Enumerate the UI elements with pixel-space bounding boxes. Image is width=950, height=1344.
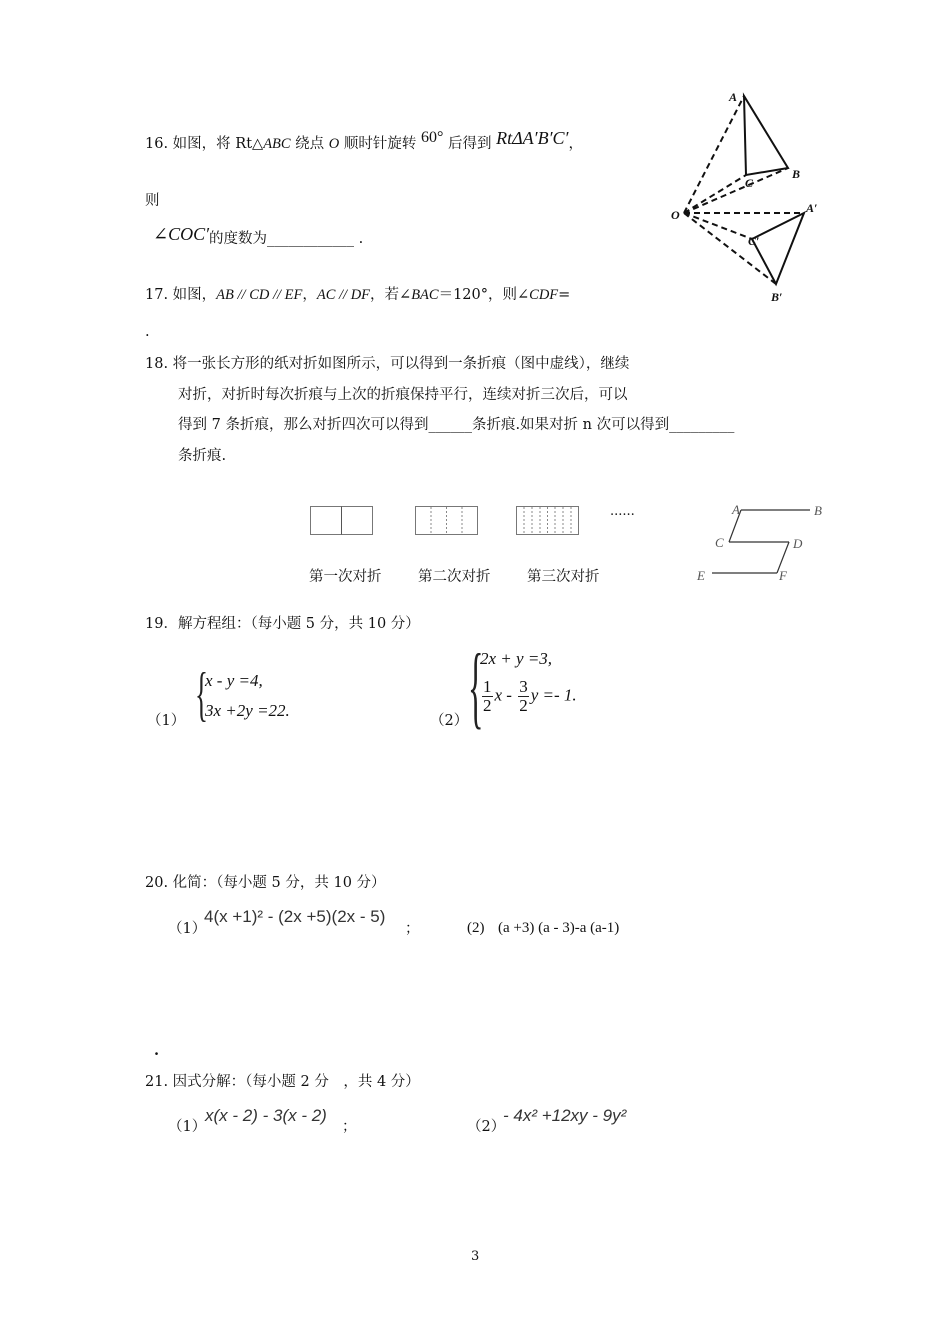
q16-deg: 60° <box>421 129 444 146</box>
q20-p1-expr: 4(x +1)² - (2x +5)(2x - 5) <box>204 907 386 926</box>
q17-cdf: CDF <box>529 287 559 303</box>
q17-bac: BAC <box>411 287 439 303</box>
label-a: A <box>729 90 738 104</box>
q17-val: ＝120°，则∠ <box>438 287 530 303</box>
q16-angle-line <box>153 224 364 248</box>
fold-label-1: 第一次对折 <box>309 569 382 585</box>
q16-o: O <box>328 136 340 152</box>
q21-title: 21. 因式分解：（每小题 2 分 ，共 4 分） <box>145 1074 420 1090</box>
triangle-abc <box>744 96 788 175</box>
q16-comma: ， <box>568 136 583 152</box>
q16-after: 后得到 <box>443 136 497 152</box>
q20-dot: . <box>154 1042 160 1059</box>
q20-title: 20. 化简：（每小题 5 分，共 10 分） <box>145 875 386 891</box>
q19-p1-eq2: 3x +2y =22. <box>205 701 290 720</box>
q19-p1-eq1: x - y =4, <box>205 671 263 690</box>
q16-abc: ABC <box>263 136 291 152</box>
q21-p1-expr: x(x - 2) - 3(x - 2) <box>205 1106 327 1125</box>
q16-rotate: 绕点 <box>290 136 329 152</box>
q17-mid: ，若∠ <box>370 287 412 303</box>
q16-then: 则 <box>145 193 160 209</box>
q17-sep: ， <box>302 287 317 303</box>
fold-label-3: 第三次对折 <box>527 569 600 585</box>
parallel-lines-figure <box>692 500 832 586</box>
q16-clockwise: 顺时针旋转 <box>339 136 421 152</box>
q18-line1: 18. 将一张长方形的纸对折如图所示，可以得到一条折痕（图中虚线），继续 <box>145 356 630 372</box>
label-e: E <box>697 568 705 583</box>
q18-line2: 对折，对折时每次折痕与上次的折痕保持平行，连续对折三次后，可以 <box>178 387 628 403</box>
q19-p2-brace: { <box>468 635 484 737</box>
q19-p2-label: （2） <box>430 713 469 729</box>
q18-line4: 条折痕. <box>178 448 227 464</box>
label-d: D <box>793 536 803 551</box>
q19-p2-frac1: $\frac{1}{2}$ <box>483 677 492 715</box>
q19-p1-brace: { <box>195 661 208 727</box>
label-c-prime: C′ <box>748 234 760 248</box>
label-a-prime: A′ <box>806 201 818 215</box>
q18-line3: 得到 7 条折痕，那么对折四次可以得到______条折痕.如果对折 n 次可以得到_________ <box>178 417 735 433</box>
q20-p2-expr: (a +3) (a - 3)-a (a-1) <box>498 920 620 936</box>
label-a: A <box>732 502 740 517</box>
q19-p2-mid: x - <box>494 685 512 705</box>
label-f: F <box>779 568 787 583</box>
q16-degree-text: 的度数为____________ . <box>209 231 364 247</box>
q16-prefix: 16. 如图，将 Rt△ <box>145 136 264 152</box>
page-number: 3 <box>471 1249 480 1264</box>
q16-angle: ∠COC′ <box>153 224 210 244</box>
label-c: C <box>715 535 724 550</box>
q17-cond2: AC // DF <box>316 287 371 303</box>
label-c: C <box>745 176 754 190</box>
label-b: B <box>814 503 822 518</box>
q19-p2-end: y =- 1. <box>530 685 577 705</box>
q20-p1-label: （1） <box>168 921 207 937</box>
label-b-prime: B′ <box>771 290 783 304</box>
q17-prefix: 17. 如图， <box>145 287 217 303</box>
q17-text <box>145 286 570 304</box>
q21-p2-expr: - 4x² +12xy - 9y² <box>503 1106 627 1125</box>
fold-label-2: 第二次对折 <box>418 569 491 585</box>
q21-p1-semicolon: ； <box>342 1119 357 1135</box>
fold-figures <box>308 504 583 538</box>
q17-cond1: AB // CD // EF <box>216 287 303 303</box>
q19-p2-eq2 <box>480 678 577 715</box>
q21-p1-label: （1） <box>168 1119 207 1135</box>
triangle-a1b1c1 <box>752 213 804 284</box>
fold-ellipsis: ...... <box>610 504 635 519</box>
label-b: B <box>792 167 801 181</box>
rotation-figure <box>665 85 835 310</box>
q19-p2-frac2: $\frac{3}{2}$ <box>519 677 528 715</box>
q17-dot: . <box>145 324 150 340</box>
q21-p2-label: （2） <box>467 1119 506 1135</box>
q17-eq: = <box>558 287 571 303</box>
q20-p1-semicolon: ； <box>405 921 420 937</box>
label-o: O <box>671 208 680 222</box>
q20-p2-label: (2) <box>467 920 485 936</box>
q16-result: RtΔA′B′C′ <box>496 128 569 148</box>
q19-title: 19．解方程组：（每小题 5 分，共 10 分） <box>145 616 420 632</box>
q16-text <box>145 128 583 153</box>
q19-p2-eq1: 2x + y =3, <box>480 649 553 668</box>
q19-p1-label: （1） <box>147 713 186 729</box>
